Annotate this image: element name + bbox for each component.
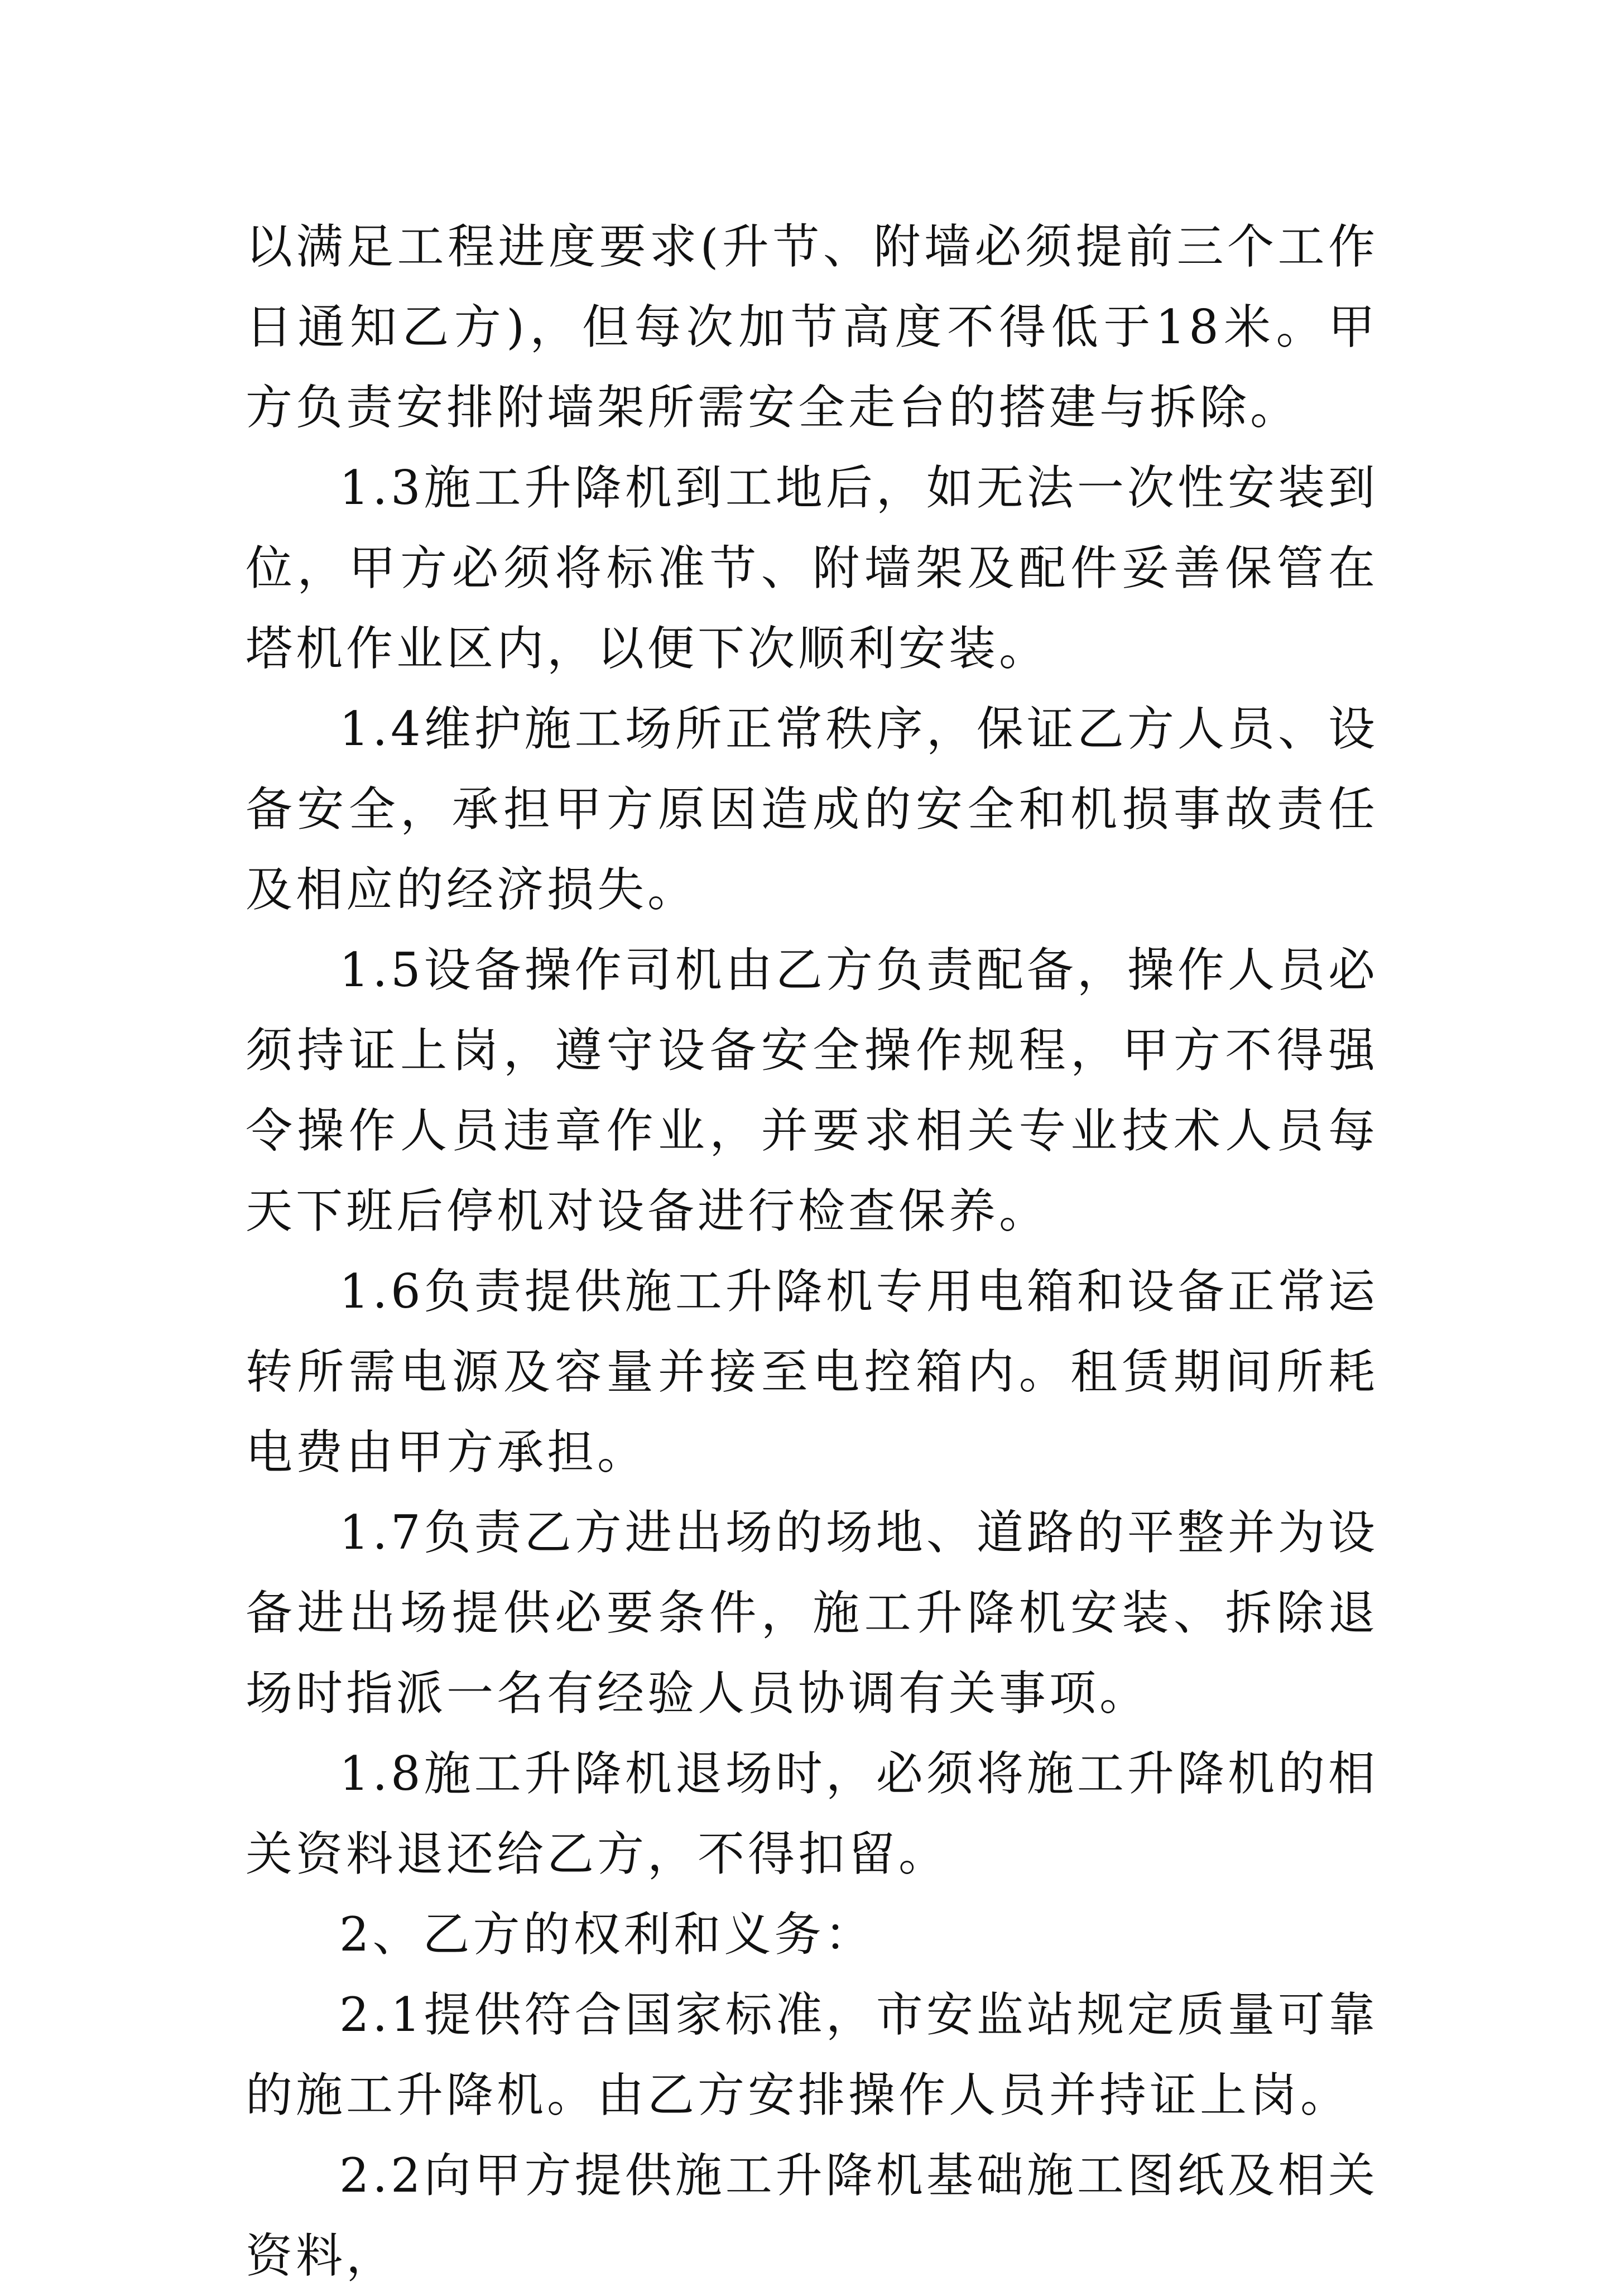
paragraph-1-8: 1.8施工升降机退场时，必须将施工升降机的相关资料退还给乙方，不得扣留。 bbox=[246, 1746, 1378, 1881]
document-body bbox=[246, 206, 1378, 2296]
paragraph-1-4: 1.4维护施工场所正常秩序，保证乙方人员、设备安全，承担甲方原因造成的安全和机损事故责任及相应的经济损失。 bbox=[246, 702, 1378, 917]
paragraph-1-7: 1.7负责乙方进出场的场地、道路的平整并为设备进出场提供必要条件，施工升降机安装、拆除退场时指派一名有经验人员协调有关事项。 bbox=[246, 1505, 1378, 1721]
paragraph-2-1: 2.1提供符合国家标准，市安监站规定质量可靠的施工升降机。由乙方安排操作人员并持证上岗。 bbox=[246, 1987, 1378, 2122]
paragraph-1-5: 1.5设备操作司机由乙方负责配备，操作人员必须持证上岗，遵守设备安全操作规程，甲方不得强令操作人员违章作业，并要求相关专业技术人员每天下班后停机对设备进行检查保养。 bbox=[246, 943, 1378, 1238]
paragraph-2-2: 2.2向甲方提供施工升降机基础施工图纸及相关资料， bbox=[246, 2148, 1378, 2283]
section-heading-2: 2、乙方的权利和义务： bbox=[339, 1907, 875, 1962]
paragraph-1-6: 1.6负责提供施工升降机专用电箱和设备正常运转所需电源及容量并接至电控箱内。租赁期间所耗电费由甲方承担。 bbox=[246, 1264, 1378, 1480]
paragraph-continuation: 以满足工程进度要求(升节、附墙必须提前三个工作日通知乙方)，但每次加节高度不得低于18米。甲方负责安排附墙架所需安全走台的搭建与拆除。 bbox=[246, 219, 1378, 435]
paragraph-1-3: 1.3施工升降机到工地后，如无法一次性安装到位，甲方必须将标准节、附墙架及配件妥善保管在塔机作业区内，以便下次顺利安装。 bbox=[246, 460, 1378, 676]
